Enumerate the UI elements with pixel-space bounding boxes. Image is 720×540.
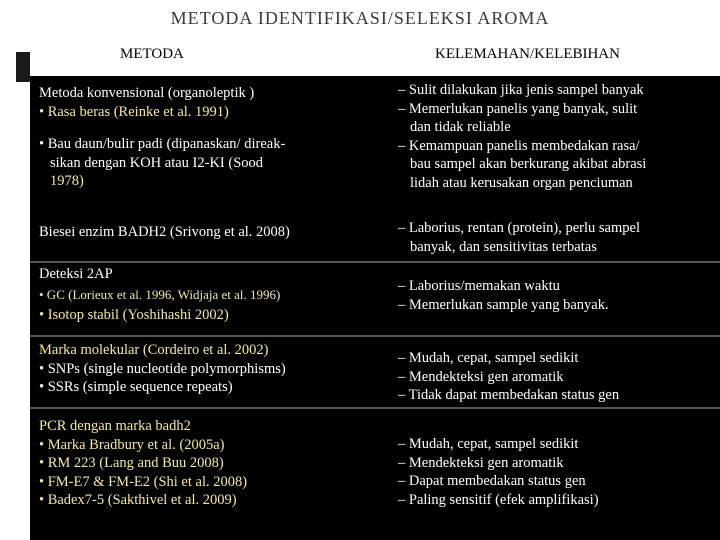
line: – Laborius, rentan (protein), perlu sampel [398,220,640,236]
row-5-notes [398,435,718,509]
table-row [30,76,720,209]
row-1-method [39,84,369,191]
line: • Isotop stabil (Yoshihashi 2002) [39,307,229,323]
line: – Mendekteksi gen aromatik [398,368,564,385]
line: • SSRs (simple sequence repeats) [39,379,233,395]
line: • Bau daun/bulir padi (dipanaskan/ direak- [39,136,286,152]
table-row [30,409,720,540]
header-metoda: METODA [120,46,184,62]
line: sikan dengan KOH atau I2-KI (Sood [50,154,264,171]
row-2-notes [398,219,718,256]
line: Metoda konvensional (organoleptik ) [39,85,255,101]
line: – Mudah, cepat, sampel sedikit [398,350,579,366]
line: Marka molekular (Cordeiro et al. 2002) [39,342,269,358]
line: lidah atau kerusakan organ penciuman [410,174,633,191]
line: – Mendekteksi gen aromatik [398,454,564,471]
line: banyak, dan sensitivitas terbatas [410,238,597,255]
row-4-notes [398,349,718,405]
line: – Tidak dapat membedakan status gen [398,387,620,403]
row-2-method [39,223,369,242]
slide-title: METODA IDENTIFIKASI/SELEKSI AROMA [170,8,550,28]
line: PCR dengan marka badh2 [39,418,191,434]
line: Biesei enzim BADH2 (Srivong et al. 2008) [39,224,290,240]
line: Deteksi 2AP [39,266,113,282]
row-4-method [39,341,369,397]
line: 1978) [50,173,84,189]
line: • RM 223 (Lang and Buu 2008) [39,455,224,471]
line: • Rasa beras (Reinke et al. 1991) [39,103,229,120]
line: – Laborius/memakan waktu [398,278,560,294]
table-row [30,337,720,407]
line: – Mudah, cepat, sampel sedikit [398,436,579,452]
row-3-notes [398,277,718,314]
line: – Memerlukan panelis yang banyak, sulit [398,100,638,117]
table-row [30,209,720,261]
left-accent-bar [16,52,30,82]
table-header [30,38,720,76]
line: – Sulit dilakukan jika jenis sampel banyak [398,82,644,98]
row-5-method [39,417,369,510]
line: – Dapat membedakan status gen [398,473,586,489]
line: • SNPs (single nucleotide polymorphisms) [39,360,286,377]
line: – Kemampuan panelis membedakan rasa/ [398,137,640,154]
row-1-notes [398,81,718,192]
line: – Memerlukan sample yang banyak. [398,296,609,313]
row-3-method [39,265,369,325]
line: bau sampel akan berkurang akibat abrasi [410,156,647,172]
line: • GC (Lorieux et al. 1996, Widjaja et al. 1996) [39,286,281,302]
line: – Paling sensitif (efek amplifikasi) [398,491,599,508]
line: dan tidak reliable [410,119,511,135]
line: • Marka Bradbury et al. (2005a) [39,436,225,453]
table-row [30,263,720,335]
line: • FM-E7 & FM-E2 (Shi et al. 2008) [39,473,248,490]
header-kelemahan-kelebihan: KELEMAHAN/KELEBIHAN [435,46,620,62]
line: • Badex7-5 (Sakthivel et al. 2009) [39,492,237,508]
